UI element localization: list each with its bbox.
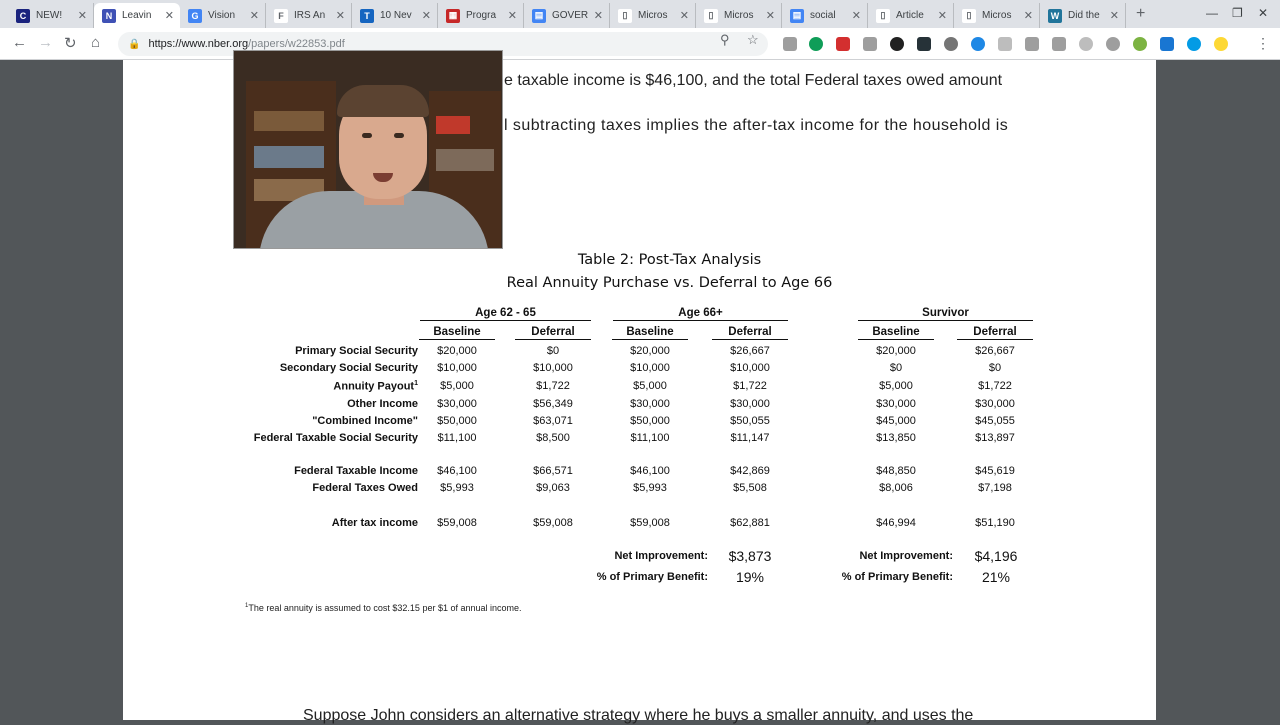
tab-favicon-icon: ▯ (876, 9, 890, 23)
zoom-icon[interactable]: ⚲ (720, 32, 730, 47)
row-label (230, 398, 418, 410)
row-label-text: Federal Taxable Income (294, 465, 418, 477)
table-cell: $56,349 (533, 398, 573, 410)
browser-tab[interactable] (352, 3, 438, 28)
table-cell: $20,000 (630, 345, 670, 357)
table-cell: $13,897 (975, 432, 1015, 444)
tab-favicon-icon: N (102, 9, 116, 23)
table-cell: $11,147 (730, 432, 770, 444)
table-cell: $10,000 (533, 362, 573, 374)
table-cell: $62,881 (730, 517, 770, 529)
column-header: Baseline (858, 326, 934, 340)
table-cell: $10,000 (437, 362, 477, 374)
tab-close-icon[interactable]: ✕ (593, 10, 603, 22)
bookmark-star-icon[interactable]: ☆ (747, 32, 759, 47)
row-label-text: Federal Taxable Social Security (253, 432, 418, 444)
tab-title: social (810, 10, 836, 21)
extension-icon[interactable] (917, 37, 931, 51)
row-label-text: After tax income (331, 517, 418, 529)
table-cell: $50,000 (630, 415, 670, 427)
tab-title: IRS An (294, 10, 326, 21)
table-cell: $5,000 (440, 380, 474, 392)
table-cell: $46,994 (876, 517, 916, 529)
tab-favicon-icon: T (360, 9, 374, 23)
tab-close-icon[interactable]: ✕ (1023, 10, 1033, 22)
row-label (230, 345, 418, 357)
net-improvement-value: $3,873 (728, 548, 772, 564)
browser-tab[interactable] (696, 3, 782, 28)
extension-icon[interactable] (809, 37, 823, 51)
table-cell: $20,000 (876, 345, 916, 357)
row-label (230, 517, 418, 529)
restore-button[interactable]: ❐ (1232, 6, 1243, 20)
tab-favicon-icon: ▯ (618, 9, 632, 23)
pct-primary-label: % of Primary Benefit: (841, 571, 953, 583)
tab-favicon-icon: C (16, 9, 30, 23)
browser-tab[interactable] (782, 3, 868, 28)
table-cell: $66,571 (533, 465, 573, 477)
extension-icon[interactable] (783, 37, 797, 51)
table-subtitle: Real Annuity Purchase vs. Deferral to Age 66 (506, 275, 833, 291)
extension-icon[interactable] (944, 37, 958, 51)
footnote-marker: 1 (245, 603, 249, 609)
table-cell: $51,190 (975, 517, 1015, 529)
table-cell: $48,850 (876, 465, 916, 477)
minimize-button[interactable]: — (1206, 6, 1218, 20)
tab-favicon-icon: F (274, 9, 288, 23)
table-cell: $26,667 (975, 345, 1015, 357)
pct-primary-value: 19% (735, 569, 765, 585)
row-label (230, 465, 418, 477)
pct-primary-value: 21% (981, 569, 1011, 585)
column-header: Baseline (612, 326, 688, 340)
back-icon[interactable]: ← (12, 34, 27, 51)
extension-icon[interactable] (1133, 37, 1147, 51)
table-cell: $0 (889, 362, 903, 374)
table-cell: $1,722 (733, 380, 767, 392)
close-window-button[interactable]: ✕ (1258, 6, 1269, 20)
table-cell: $30,000 (876, 398, 916, 410)
table-cell: $0 (546, 345, 560, 357)
extension-icon[interactable] (971, 37, 985, 51)
footnote-text: The real annuity is assumed to cost $32.15 per $1 of annual income. (248, 603, 522, 613)
row-label-text: Federal Taxes Owed (312, 482, 418, 494)
tab-title: Progra (466, 10, 497, 21)
extension-icon[interactable] (1025, 37, 1039, 51)
home-icon[interactable]: ⌂ (91, 34, 101, 51)
table-cell: $30,000 (730, 398, 770, 410)
tab-close-icon[interactable]: ✕ (164, 10, 174, 22)
browser-tab[interactable] (94, 3, 180, 28)
net-improvement-label: Net Improvement: (614, 550, 708, 562)
table-title: Table 2: Post-Tax Analysis (577, 252, 762, 268)
extension-icon[interactable] (1052, 37, 1066, 51)
browser-tab[interactable] (1040, 3, 1126, 28)
url-path: /papers/w22853.pdf (248, 38, 345, 50)
row-label-text: "Combined Income" (312, 415, 418, 427)
tab-close-icon[interactable]: ✕ (851, 10, 861, 22)
tab-favicon-icon: W (1048, 9, 1062, 23)
extension-icon[interactable] (863, 37, 877, 51)
tab-close-icon[interactable]: ✕ (421, 10, 431, 22)
tab-title: Leavin (122, 10, 152, 21)
tab-close-icon[interactable]: ✕ (679, 10, 689, 22)
column-header: Baseline (419, 326, 495, 340)
browser-tab[interactable] (954, 3, 1040, 28)
table-cell: $11,100 (630, 432, 670, 444)
table-cell: $50,000 (437, 415, 477, 427)
table-footnote (245, 603, 522, 613)
extension-icon[interactable] (1187, 37, 1201, 51)
table-cell: $50,055 (730, 415, 770, 427)
tab-title: Article (896, 10, 924, 21)
table-cell: $26,667 (730, 345, 770, 357)
pct-primary-label: % of Primary Benefit: (596, 571, 708, 583)
forward-icon[interactable]: → (38, 34, 53, 51)
browser-toolbar (0, 28, 1280, 60)
row-label (230, 362, 418, 374)
body-text-line: e taxable income is $46,100, and the total Federal taxes owed amount (504, 72, 1003, 89)
row-label-text: Other Income (347, 398, 418, 410)
tab-title: Micros (638, 10, 668, 21)
tab-title: Micros (982, 10, 1012, 21)
table-cell: $45,055 (975, 415, 1015, 427)
tab-favicon-icon: ▤ (790, 9, 804, 23)
table-cell: $1,722 (978, 380, 1012, 392)
tab-favicon-icon: ▦ (446, 9, 460, 23)
table-cell: $59,008 (437, 517, 477, 529)
body-text-line: l subtracting taxes implies the after-tax income for the household is (504, 117, 1009, 134)
row-label (230, 432, 418, 444)
extension-icon[interactable] (836, 37, 850, 51)
tab-close-icon[interactable]: ✕ (1109, 10, 1119, 22)
row-label-text: Annuity Payout (333, 380, 415, 393)
reload-icon[interactable]: ↻ (64, 35, 77, 52)
tab-favicon-icon: ▯ (962, 9, 976, 23)
row-label-text: Secondary Social Security (279, 362, 418, 374)
group-header: Age 66+ (613, 307, 788, 321)
browser-tab[interactable] (180, 3, 266, 28)
tab-close-icon[interactable]: ✕ (249, 10, 259, 22)
net-improvement-value: $4,196 (974, 548, 1018, 564)
browser-tab[interactable] (266, 3, 352, 28)
browser-tab[interactable] (524, 3, 610, 28)
table-cell: $5,508 (733, 482, 767, 494)
tab-title: 10 Nev (380, 10, 412, 21)
table-cell: $59,008 (533, 517, 573, 529)
extension-icon[interactable] (1214, 37, 1228, 51)
table-cell: $20,000 (437, 345, 477, 357)
extension-icon[interactable] (1106, 37, 1120, 51)
table-cell: $42,869 (730, 465, 770, 477)
table-cell: $8,500 (536, 432, 570, 444)
tab-strip (0, 0, 1280, 28)
extension-icon[interactable] (1079, 37, 1093, 51)
table-cell: $45,000 (876, 415, 916, 427)
tab-close-icon[interactable]: ✕ (507, 10, 517, 22)
table-cell: $63,071 (533, 415, 573, 427)
table-cell: $59,008 (630, 517, 670, 529)
table-cell: $46,100 (437, 465, 477, 477)
table-cell: $7,198 (978, 482, 1012, 494)
table-cell: $5,000 (633, 380, 667, 392)
footnote-marker: 1 (414, 380, 418, 387)
tab-title: NEW! (36, 10, 63, 21)
table-cell: $30,000 (437, 398, 477, 410)
webcam-overlay[interactable] (233, 50, 503, 249)
net-improvement-label: Net Improvement: (859, 550, 953, 562)
row-label-text: Primary Social Security (295, 345, 418, 357)
row-label (230, 380, 418, 393)
table-cell: $30,000 (630, 398, 670, 410)
tab-close-icon[interactable]: ✕ (765, 10, 775, 22)
group-header: Age 62 - 65 (420, 307, 591, 321)
tab-title: Vision (208, 10, 236, 21)
row-label (230, 482, 418, 494)
column-header: Deferral (957, 326, 1033, 340)
column-header: Deferral (515, 326, 591, 340)
table-cell: $5,000 (879, 380, 913, 392)
browser-menu-icon[interactable]: ⋮ (1256, 35, 1270, 51)
row-label (230, 415, 418, 427)
tab-favicon-icon: ▯ (704, 9, 718, 23)
browser-tab[interactable] (438, 3, 524, 28)
table-cell: $46,100 (630, 465, 670, 477)
browser-tab[interactable] (868, 3, 954, 28)
new-tab-button[interactable]: + (1136, 5, 1146, 22)
extension-icon[interactable] (890, 37, 904, 51)
browser-tab[interactable] (610, 3, 696, 28)
table-cell: $45,619 (975, 465, 1015, 477)
browser-tab[interactable] (8, 3, 94, 28)
tab-favicon-icon: G (188, 9, 202, 23)
extension-icon[interactable] (1160, 37, 1174, 51)
column-header: Deferral (712, 326, 788, 340)
table-cell: $5,993 (440, 482, 474, 494)
lock-icon: 🔒 (128, 38, 141, 50)
tab-title: GOVER (552, 10, 589, 21)
tab-close-icon[interactable]: ✕ (335, 10, 345, 22)
table-cell: $10,000 (730, 362, 770, 374)
tab-title: Micros (724, 10, 754, 21)
table-cell: $11,100 (437, 432, 477, 444)
table-cell: $10,000 (630, 362, 670, 374)
table-cell: $9,063 (536, 482, 570, 494)
table-cell: $8,006 (879, 482, 913, 494)
table-cell: $0 (988, 362, 1002, 374)
url-host: https://www.nber.org (148, 38, 249, 50)
table-cell: $13,850 (876, 432, 916, 444)
group-header: Survivor (858, 307, 1033, 321)
tab-title: Did the (1068, 10, 1100, 21)
tab-close-icon[interactable]: ✕ (77, 10, 87, 22)
table-cell: $30,000 (975, 398, 1015, 410)
extension-icon[interactable] (998, 37, 1012, 51)
body-text-line: Suppose John considers an alternative strategy where he buys a smaller annuity, and uses the (303, 707, 974, 724)
tab-close-icon[interactable]: ✕ (937, 10, 947, 22)
table-cell: $1,722 (536, 380, 570, 392)
table-cell: $5,993 (633, 482, 667, 494)
tab-favicon-icon: ▤ (532, 9, 546, 23)
